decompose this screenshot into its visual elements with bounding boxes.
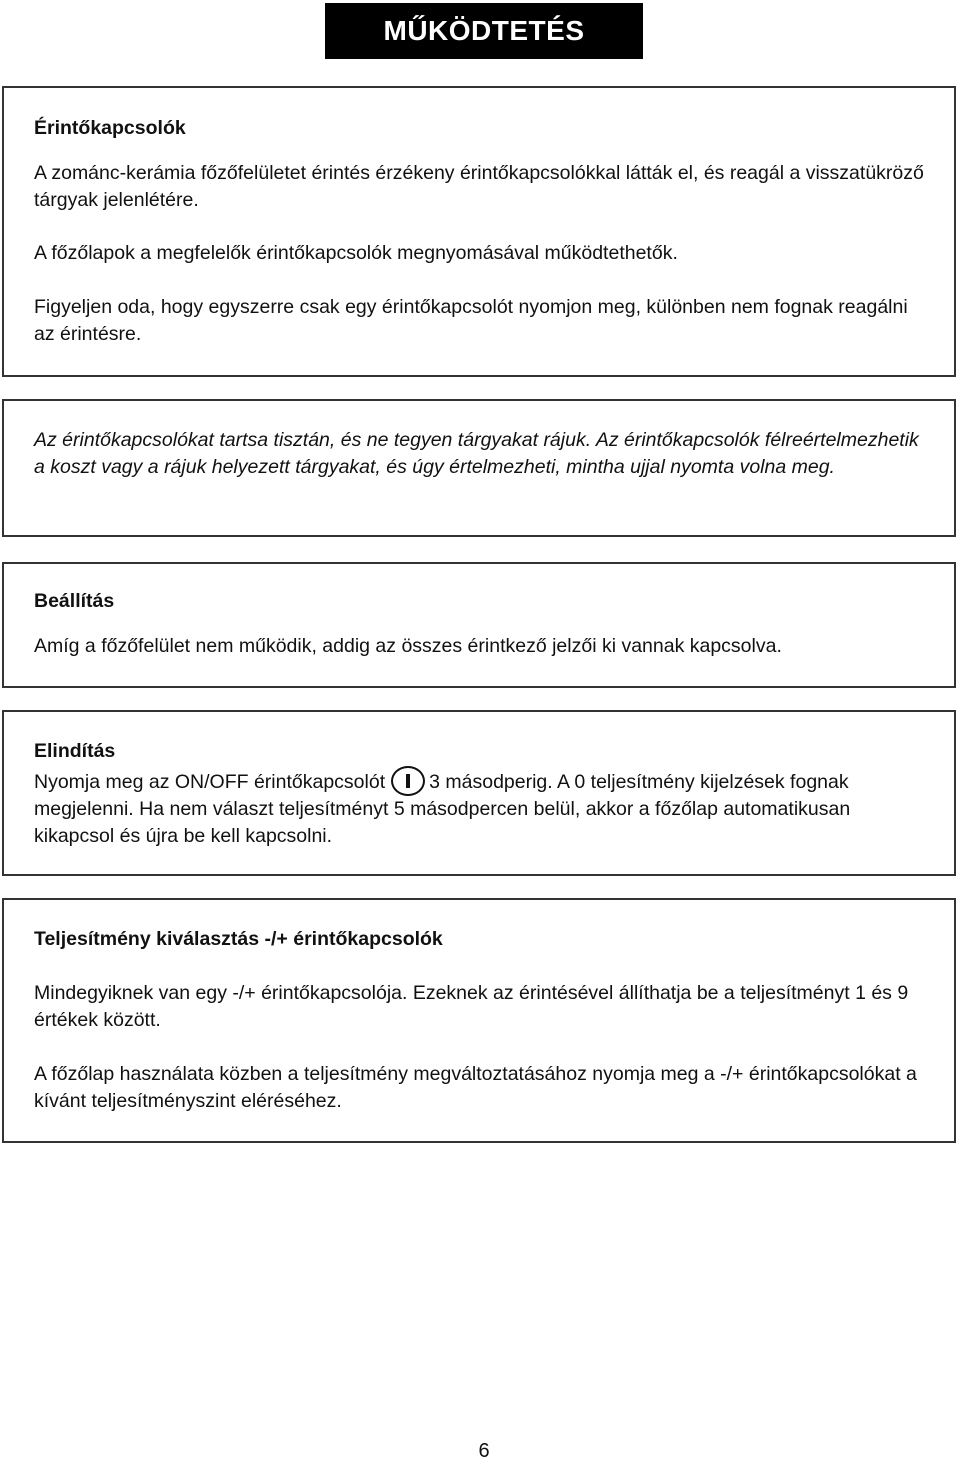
section-touch-controls <box>2 86 956 377</box>
page-title: MŰKÖDTETÉS <box>325 3 643 59</box>
paragraph: A zománc-kerámia főzőfelületet érintés érzékeny érintőkapcsolókkal látták el, és reagál a visszatükröző tárgyak jelenlétére. <box>34 162 924 211</box>
section-heading-start: Elindítás <box>34 740 116 762</box>
section-power-selection <box>2 898 956 1143</box>
section-setup <box>2 562 956 688</box>
section-heading-touch-controls: Érintőkapcsolók <box>34 117 186 139</box>
page-number: 6 <box>478 1440 490 1462</box>
paragraph: Figyeljen oda, hogy egyszerre csak egy érintőkapcsolót nyomjon meg, különben nem fognak reagálni az érintésre. <box>34 296 908 345</box>
paragraph: A főzőlap használata közben a teljesítmény megváltoztatásához nyomja meg a -/+ érintőkapcsolókat a kívánt teljesítményszint eléréséhez. <box>34 1063 917 1112</box>
warning-paragraph: Az érintőkapcsolókat tartsa tisztán, és ne tegyen tárgyakat rájuk. Az érintőkapcsolók félreértelmezhetik a koszt vagy a rájuk helyezett tárgyakat, és úgy értelmezheti, mintha ujjal nyomta volna meg. <box>34 429 919 478</box>
start-text-after-icon: 3 másodperig. A 0 teljesítmény kijelzések fognak megjelenni. Ha nem választ teljesítményt 5 másodpercen belül, akkor a főzőlap automatikusan kikapcsol és újra be kell kapcsolni. <box>34 771 851 847</box>
section-heading-setup: Beállítás <box>34 590 115 612</box>
paragraph: Amíg a főzőfelület nem működik, addig az összes érintkező jelzői ki vannak kapcsolva. <box>34 635 782 657</box>
section-heading-power: Teljesítmény kiválasztás -/+ érintőkapcsolók <box>34 928 443 950</box>
start-text-before-icon: Nyomja meg az ON/OFF érintőkapcsolót <box>34 771 386 793</box>
power-on-off-icon <box>391 766 425 796</box>
paragraph: Mindegyiknek van egy -/+ érintőkapcsolója. Ezeknek az érintésével állíthatja be a teljesítményt 1 és 9 értékek között. <box>34 982 909 1031</box>
paragraph: A főzőlapok a megfelelők érintőkapcsolók megnyomásával működtethetők. <box>34 242 678 264</box>
section-warning <box>2 399 956 537</box>
paragraph <box>34 766 926 850</box>
section-start <box>2 710 956 876</box>
